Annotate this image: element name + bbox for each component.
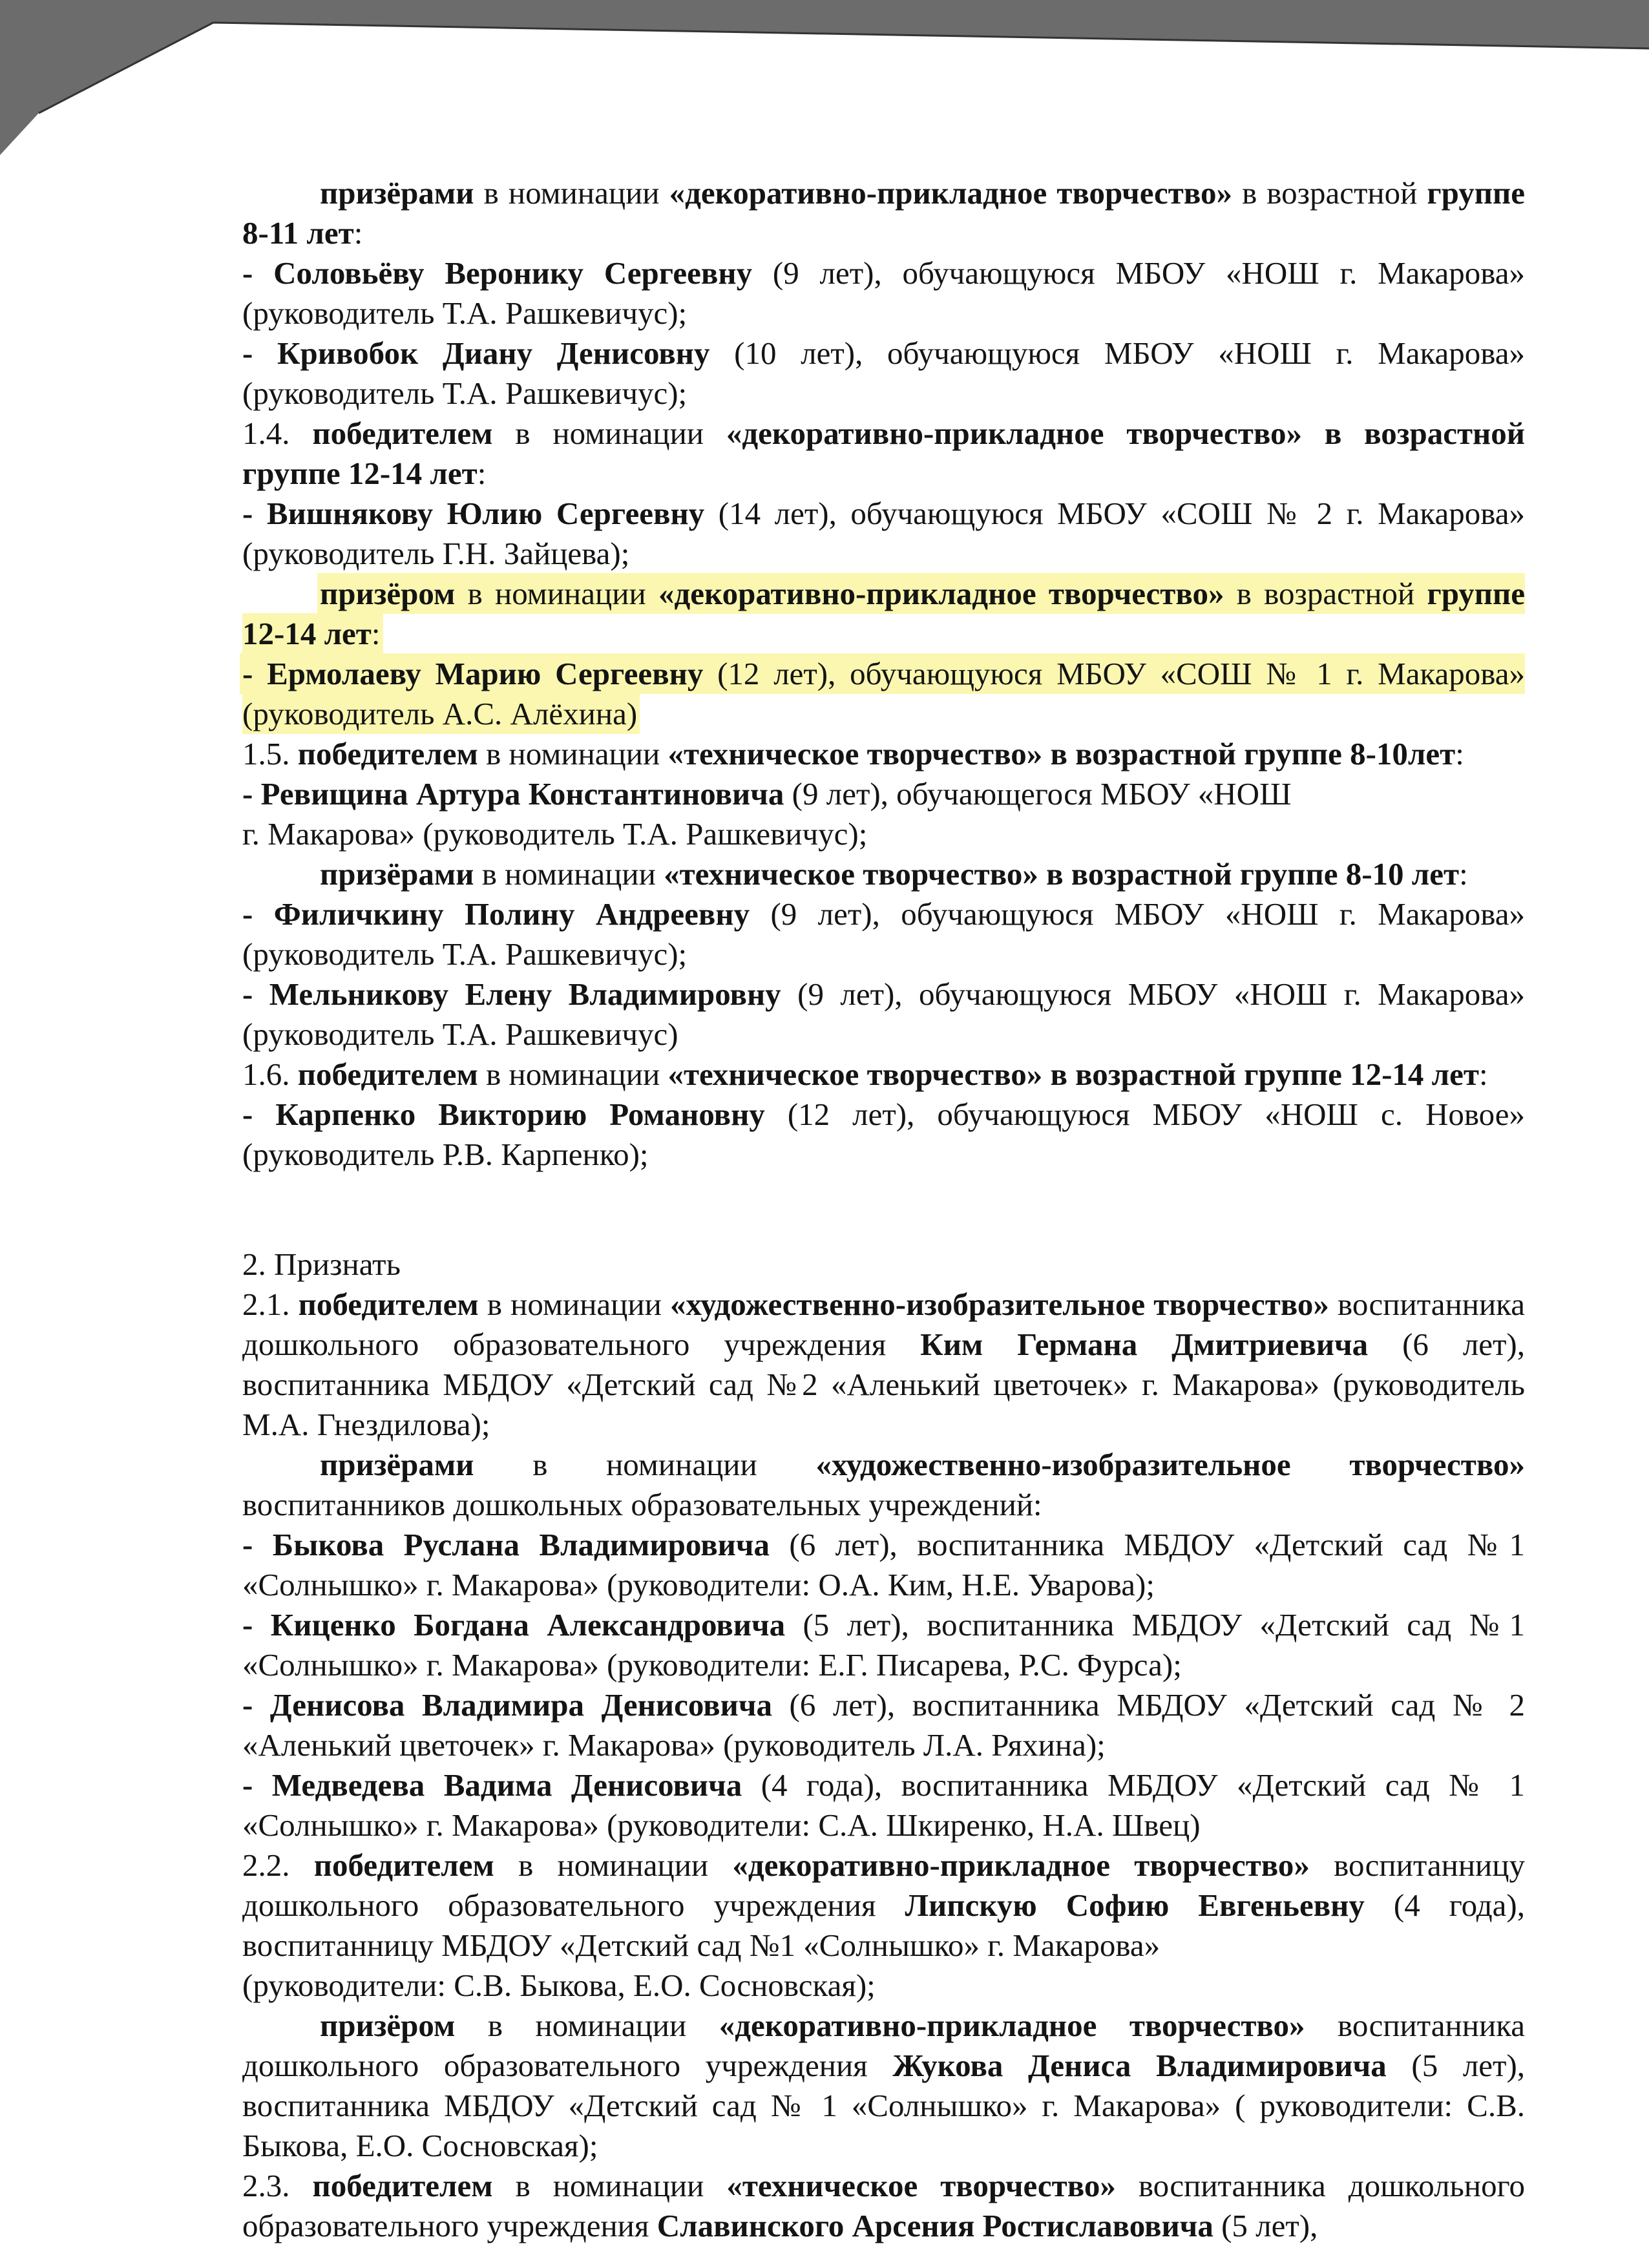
bold-text: - Кривобок Диану Денисовну — [242, 335, 710, 371]
text-run: 1.4. — [242, 415, 313, 451]
bold-text: «техническое творчество» — [726, 2168, 1116, 2203]
text-run: : — [353, 215, 363, 251]
bold-text: - Медведева Вадима Денисовича — [242, 1767, 742, 1803]
list-item — [242, 1605, 1525, 1685]
bold-text: - Ермолаеву Марию Сергеевну — [242, 656, 704, 691]
text-run: (6 лет), воспитанника МБДОУ «Детский сад № 2 «Аленький цветочек» г. Макарова» (руководитель Л.А. Ряхина); — [242, 1687, 1525, 1763]
bold-text: Липскую Софию Евгеньевну — [905, 1887, 1365, 1923]
text-run: 2.3. — [242, 2168, 313, 2203]
bold-text: - Быкова Руслана Владимировича — [242, 1527, 770, 1562]
text-run: (5 лет), — [1213, 2208, 1318, 2243]
bold-text: группе 12-14 лет — [242, 576, 1526, 651]
text-run: воспитанников дошкольных образовательных учреждений: — [242, 1487, 1042, 1522]
text-run: в номинации — [492, 415, 726, 451]
text-run: (9 лет), обучающегося МБОУ «НОШ — [784, 776, 1292, 812]
bold-text: победителем — [312, 2168, 493, 2203]
text-run: в номинации — [478, 1056, 668, 1092]
bold-text: победителем — [298, 1286, 479, 1322]
bold-text: - Соловьёву Веронику Сергеевну — [242, 255, 753, 291]
bold-text: призёрами — [320, 175, 474, 211]
list-item — [242, 333, 1525, 414]
bold-text: «техническое творчество» в возрастной группе 12-14 лет — [667, 1056, 1479, 1092]
list-item — [242, 1095, 1525, 1175]
bold-text: «художественно-изобразительное творчество» — [669, 1286, 1329, 1322]
bold-text: «декоративно-прикладное творчество» — [719, 2008, 1305, 2043]
text-run: воспитанника дошкольного образовательного учреждения — [242, 1286, 1525, 1362]
text-run: : — [1455, 736, 1464, 772]
text-run: в номинации — [478, 736, 668, 772]
spacer — [242, 1175, 1525, 1244]
list-item — [242, 1765, 1525, 1845]
text-run: (6 лет), воспитанника МБДОУ «Детский сад №1 «Солнышко» г. Макарова» (руководители: О.А. Ким, Н.Е. Уварова); — [242, 1527, 1526, 1602]
text-run: в номинации — [474, 1447, 816, 1482]
bold-text: победителем — [313, 1847, 494, 1883]
bold-text: «декоративно-прикладное творчество» — [732, 1847, 1310, 1883]
list-item — [242, 974, 1525, 1055]
text-run: (руководители: С.В. Быкова, Е.О. Сосновская); — [242, 1968, 876, 2003]
bold-text: «декоративно-прикладное творчество» в возрастной группе 12-14 лет — [242, 415, 1526, 491]
text-run: (9 лет), обучающуюся МБОУ «НОШ г. Макарова» (руководитель Т.А. Рашкевичус) — [242, 976, 1526, 1052]
bold-text: «художественно-изобразительное творчество» — [815, 1447, 1526, 1482]
paragraph — [242, 1055, 1525, 1095]
text-run: 1.6. — [242, 1056, 298, 1092]
text-run: воспитанницу дошкольного образовательного учреждения — [242, 1847, 1526, 1923]
text-run: 1.5. — [242, 736, 298, 772]
paragraph — [242, 2006, 1525, 2166]
text-run: (14 лет), обучающуюся МБОУ «СОШ № 2 г. Макарова» (руководитель Г.Н. Зайцева); — [242, 496, 1525, 571]
text-run: в возрастной — [1224, 576, 1427, 611]
text-run: в номинации — [474, 175, 669, 211]
bold-text: Славинского Арсения Ростиславовича — [656, 2208, 1213, 2243]
list-item — [242, 1525, 1525, 1605]
text-run: в номинации — [474, 856, 664, 892]
text-run: (5 лет), воспитанника МБДОУ «Детский сад № 1 «Солнышко» г. Макарова» ( руководители: С.В. Быкова, Е.О. Сосновская); — [242, 2048, 1526, 2163]
text-run: (10 лет), обучающуюся МБОУ «НОШ г. Макарова» (руководитель Т.А. Рашкевичус); — [242, 335, 1526, 411]
bold-text: призёрами — [320, 1447, 474, 1482]
text-run: в возрастной — [1232, 175, 1427, 211]
text-run: : — [477, 456, 487, 491]
bold-text: «декоративно-прикладное творчество» — [669, 175, 1232, 211]
text-run: в номинации — [494, 1847, 733, 1883]
list-item — [242, 253, 1525, 333]
text-run: в номинации — [492, 2168, 727, 2203]
bold-text: - Ревищина Артура Константиновича — [242, 776, 784, 812]
bold-text: победителем — [312, 415, 493, 451]
text-run: (4 года), воспитанника МБДОУ «Детский сад № 1 «Солнышко» г. Макарова» (руководители: С.А. Шкиренко, Н.А. Швец) — [242, 1767, 1525, 1843]
paragraph — [242, 1285, 1525, 1445]
list-item — [242, 774, 1525, 854]
bold-text: «техническое творчество» в возрастной группе 8-10 лет — [664, 856, 1460, 892]
highlighted-paragraph — [242, 574, 1525, 654]
highlighted-list-item — [242, 654, 1525, 734]
text-run: воспитанника дошкольного образовательного учреждения — [242, 2008, 1526, 2083]
text-run: 2.1. — [242, 1286, 299, 1322]
list-item — [242, 1685, 1525, 1765]
text-run: : — [1459, 856, 1468, 892]
text-run: в номинации — [455, 576, 658, 611]
bold-text: Ким Германа Дмитриевича — [920, 1327, 1369, 1362]
bold-text: группе 8-11 лет — [242, 175, 1525, 251]
text-run: (6 лет), воспитанника МБДОУ «Детский сад №2 «Аленький цветочек» г. Макарова» (руководитель М.А. Гнездилова); — [242, 1327, 1526, 1442]
section-heading — [242, 1244, 1525, 1285]
paragraph — [242, 1845, 1525, 2006]
text-run: 2.2. — [242, 1847, 314, 1883]
text-run: (9 лет), обучающуюся МБОУ «НОШ г. Макарова» (руководитель Т.А. Рашкевичус); — [242, 255, 1525, 331]
text-run: 2. Признать — [242, 1246, 401, 1282]
bold-text: призёром — [320, 2008, 456, 2043]
bold-text: «техническое творчество» в возрастной группе 8-10лет — [667, 736, 1456, 772]
paragraph — [242, 1445, 1525, 1525]
bold-text: победителем — [297, 1056, 478, 1092]
text-run: (12 лет), обучающуюся МБОУ «СОШ № 1 г. Макарова» (руководитель А.С. Алёхина) — [242, 656, 1526, 731]
highlight-mark — [242, 576, 1525, 651]
text-run: г. Макарова» (руководитель Т.А. Рашкевичус); — [242, 816, 868, 852]
document-body — [242, 173, 1525, 2246]
highlight-mark — [242, 656, 1525, 731]
bold-text: - Вишнякову Юлию Сергеевну — [242, 496, 705, 531]
text-run: в номинации — [478, 1286, 670, 1322]
bold-text: - Киценко Богдана Александровича — [242, 1607, 786, 1643]
paragraph — [242, 173, 1525, 253]
bold-text: - Денисова Владимира Денисовича — [242, 1687, 772, 1723]
bold-text: победителем — [297, 736, 478, 772]
text-run: (4 года), воспитанницу МБДОУ «Детский сад №1 «Солнышко» г. Макарова» — [242, 1887, 1526, 1963]
text-run: : — [371, 616, 381, 651]
text-run: (12 лет), обучающуюся МБОУ «НОШ с. Новое» (руководитель Р.В. Карпенко); — [242, 1097, 1525, 1172]
bold-text: призёром — [320, 576, 456, 611]
bold-text: призёрами — [320, 856, 474, 892]
list-item — [242, 494, 1525, 574]
bold-text: «декоративно-прикладное творчество» — [658, 576, 1224, 611]
paragraph — [242, 734, 1525, 774]
text-run: (9 лет), обучающуюся МБОУ «НОШ г. Макарова» (руководитель Т.А. Рашкевичус); — [242, 896, 1525, 972]
text-run: : — [1478, 1056, 1488, 1092]
text-run: в номинации — [455, 2008, 719, 2043]
paragraph — [242, 2166, 1525, 2246]
bold-text: - Филичкину Полину Андреевну — [242, 896, 750, 932]
text-run: (5 лет), воспитанника МБДОУ «Детский сад №1 «Солнышко» г. Макарова» (руководители: Е.Г. Писарева, Р.С. Фурса); — [242, 1607, 1525, 1683]
bold-text: - Мельникову Елену Владимировну — [242, 976, 781, 1012]
text-run: воспитанника дошкольного образовательного учреждения — [242, 2168, 1525, 2243]
paragraph — [242, 854, 1525, 894]
paragraph — [242, 414, 1525, 494]
list-item — [242, 894, 1525, 974]
bold-text: - Карпенко Викторию Романовну — [242, 1097, 765, 1132]
bold-text: Жукова Дениса Владимировича — [892, 2048, 1387, 2083]
